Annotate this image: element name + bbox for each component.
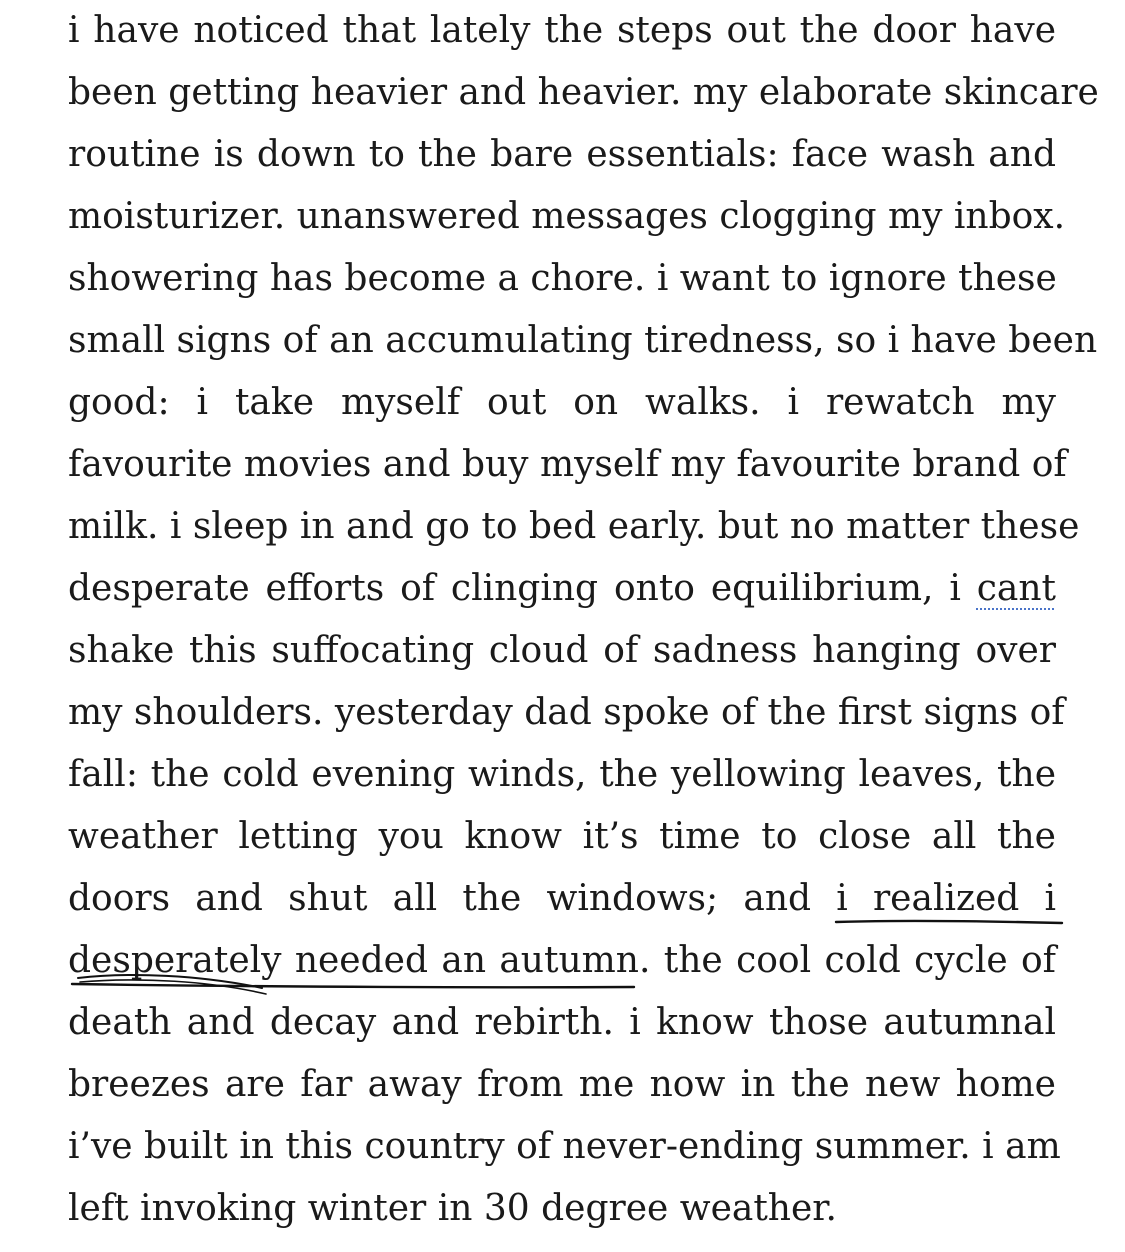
text-line: moisturizer. unanswered messages clogging my inbox. <box>68 196 1066 237</box>
text-line: breezes are far away from me now in the new home <box>68 1064 1056 1105</box>
text-line: routine is down to the bare essentials: face wash and <box>68 134 1056 175</box>
text-line: fall: the cold evening winds, the yellowing leaves, the <box>68 754 1056 795</box>
text-line: been getting heavier and heavier. my elaborate skincare <box>68 72 1099 113</box>
line-segment: the cool cold cycle of <box>650 940 1057 981</box>
text-line: i’ve built in this country of never-ending summer. i am <box>68 1126 1061 1167</box>
line-segment: doors and shut all the windows; and <box>68 878 837 919</box>
text-line: showering has become a chore. i want to ignore these <box>68 258 1057 299</box>
text-line: i have noticed that lately the steps out the door have <box>68 10 1056 51</box>
text-line-underlined-start <box>68 930 1056 992</box>
underlined-phrase-part-1: i realized i <box>836 878 1057 919</box>
text-line: death and decay and rebirth. i know those autumnal <box>68 1002 1056 1043</box>
text-line: good: i take myself out on walks. i rewatch my <box>68 382 1056 423</box>
text-line-underlined-end <box>68 868 1056 930</box>
text-line: shake this suffocating cloud of sadness hanging over <box>68 630 1056 671</box>
spellcheck-flagged-word[interactable]: cant <box>976 568 1056 609</box>
text-line: my shoulders. yesterday dad spoke of the first signs of <box>68 692 1065 733</box>
text-line: weather letting you know it’s time to close all the <box>68 816 1056 857</box>
line-segment: desperate efforts of clinging onto equilibrium, i <box>68 568 977 609</box>
text-line: favourite movies and buy myself my favourite brand of <box>68 444 1067 485</box>
underlined-phrase-part-2: desperately needed an autumn. <box>68 940 651 981</box>
text-line: milk. i sleep in and go to bed early. but no matter these <box>68 506 1080 547</box>
text-line: small signs of an accumulating tiredness, so i have been <box>68 320 1098 361</box>
journal-passage <box>68 0 1099 1240</box>
text-line-with-spellcheck <box>68 558 1056 620</box>
text-line: left invoking winter in 30 degree weather. <box>68 1188 837 1229</box>
